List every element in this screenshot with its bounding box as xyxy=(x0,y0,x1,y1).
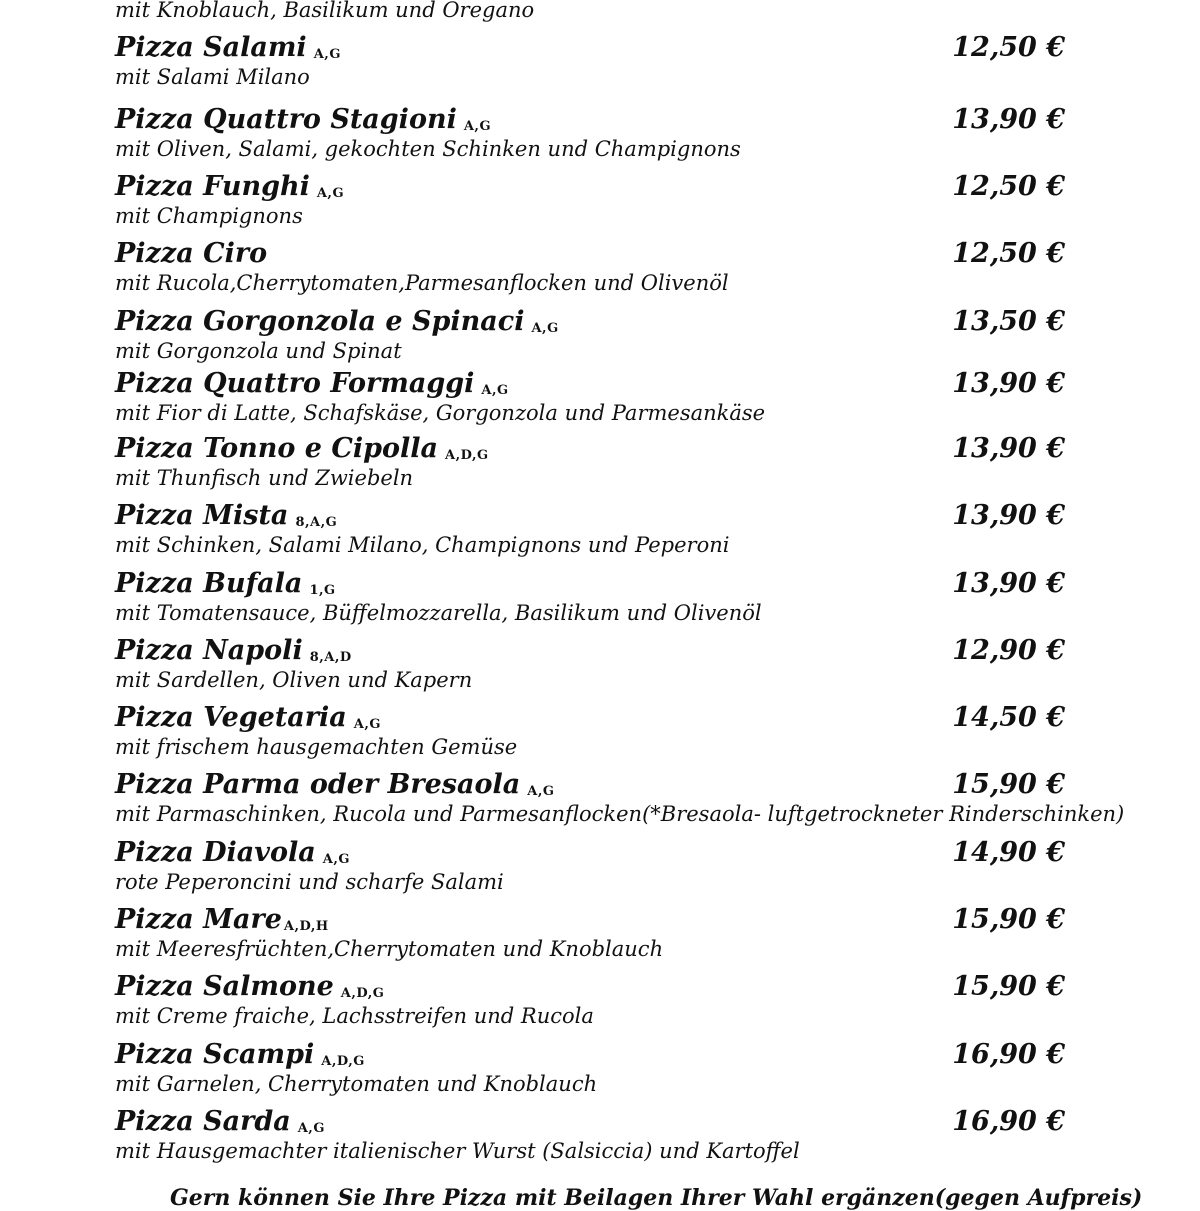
item-name: Pizza Vegetaria xyxy=(115,702,347,733)
item-allergens: A,D,G xyxy=(340,986,385,1001)
item-name: Pizza Napoli xyxy=(115,635,303,666)
item-price: 15,90 € xyxy=(952,971,1065,1002)
item-allergens: A,D,H xyxy=(283,919,329,934)
item-allergens: A,D,G xyxy=(445,448,489,463)
item-name: Pizza Tonno e Cipolla xyxy=(115,433,439,464)
item-allergens: A,G xyxy=(313,47,341,62)
menu-item xyxy=(115,304,1065,364)
item-price: 13,90 € xyxy=(952,433,1065,464)
menu-item xyxy=(115,835,1065,895)
item-price: 15,90 € xyxy=(952,769,1065,800)
item-description: mit Hausgemachter italienischer Wurst (Salsiccia) und Kartoffel xyxy=(115,1139,800,1163)
menu-item xyxy=(115,102,1065,162)
item-description: mit Gorgonzola und Spinat xyxy=(115,339,402,363)
item-description: mit Tomatensauce, Büffelmozzarella, Basilikum und Olivenöl xyxy=(115,601,762,625)
item-price: 12,90 € xyxy=(952,635,1065,666)
item-name: Pizza Funghi xyxy=(115,171,310,202)
item-name: Pizza Parma oder Bresaola xyxy=(115,769,521,800)
item-allergens: A,G xyxy=(322,852,350,867)
item-price: 16,90 € xyxy=(952,1106,1065,1137)
menu-item xyxy=(115,969,1065,1029)
item-name: Pizza Sarda xyxy=(115,1106,291,1137)
item-allergens: 1,G xyxy=(309,583,336,598)
menu-item xyxy=(115,431,1065,491)
item-name: Pizza Scampi xyxy=(115,1039,315,1070)
item-allergens: 8,A,D xyxy=(309,650,352,665)
item-allergens: A,G xyxy=(463,119,492,134)
item-description: rote Peperoncini und scharfe Salami xyxy=(115,870,504,894)
item-description: mit Oliven, Salami, gekochten Schinken und Champignons xyxy=(115,137,741,161)
item-price: 14,90 € xyxy=(952,837,1065,868)
item-name: Pizza Salami xyxy=(115,32,307,63)
item-name: Pizza Salmone xyxy=(115,971,334,1002)
item-description: mit Rucola,Cherrytomaten,Parmesanflocken und Olivenöl xyxy=(115,271,729,295)
item-description: mit Parmaschinken, Rucola und Parmesanflocken(*Bresaola- luftgetrockneter Rinderschinken) xyxy=(115,802,1125,826)
item-allergens: A,G xyxy=(353,717,381,732)
menu-item xyxy=(115,633,1065,693)
item-price: 12,50 € xyxy=(952,32,1065,63)
item-name: Pizza Gorgonzola e Spinaci xyxy=(115,306,525,337)
menu-item xyxy=(115,1037,1065,1097)
item-description: mit Champignons xyxy=(115,204,303,228)
item-name: Pizza Mare xyxy=(115,904,282,935)
item-description: mit frischem hausgemachten Gemüse xyxy=(115,735,518,759)
item-description: mit Schinken, Salami Milano, Champignons und Peperoni xyxy=(115,533,730,557)
menu-item xyxy=(115,1104,1065,1164)
item-allergens: 8,A,G xyxy=(295,515,338,530)
menu-item xyxy=(115,902,1065,962)
menu-item xyxy=(115,30,1065,90)
item-description: mit Creme fraiche, Lachsstreifen und Rucola xyxy=(115,1004,594,1028)
item-price: 15,90 € xyxy=(952,904,1065,935)
item-price: 13,90 € xyxy=(952,368,1065,399)
menu-item xyxy=(115,366,1065,426)
item-description: mit Meeresfrüchten,Cherrytomaten und Knoblauch xyxy=(115,937,664,961)
menu-item xyxy=(115,700,1065,760)
item-price: 12,50 € xyxy=(952,171,1065,202)
item-allergens: A,G xyxy=(531,321,559,336)
item-price: 12,50 € xyxy=(952,238,1065,269)
menu-item xyxy=(115,767,1125,827)
item-name: Pizza Ciro xyxy=(115,238,268,269)
item-name: Pizza Quattro Formaggi xyxy=(115,368,475,399)
menu-item xyxy=(115,236,1065,296)
item-allergens: A,G xyxy=(481,383,509,398)
item-price: 14,50 € xyxy=(952,702,1065,733)
item-allergens: A,D,G xyxy=(321,1054,365,1069)
item-description: mit Garnelen, Cherrytomaten und Knoblauch xyxy=(115,1072,598,1096)
item-description: mit Sardellen, Oliven und Kapern xyxy=(115,668,473,692)
item-description: mit Fior di Latte, Schafskäse, Gorgonzola und Parmesankäse xyxy=(115,401,766,425)
item-price: 13,90 € xyxy=(952,104,1065,135)
item-price: 13,90 € xyxy=(952,500,1065,531)
menu-item xyxy=(115,498,1065,558)
item-allergens: A,G xyxy=(297,1121,325,1136)
item-price: 16,90 € xyxy=(952,1039,1065,1070)
item-name: Pizza Quattro Stagioni xyxy=(115,104,457,135)
previous-item-description: mit Knoblauch, Basilikum und Oregano xyxy=(115,0,535,22)
item-price: 13,90 € xyxy=(952,568,1065,599)
item-allergens: A,G xyxy=(316,186,345,201)
item-name: Pizza Mista xyxy=(115,500,289,531)
item-description: mit Thunfisch und Zwiebeln xyxy=(115,466,414,490)
menu-item xyxy=(115,169,1065,229)
menu-item xyxy=(115,566,1065,626)
item-name: Pizza Bufala xyxy=(115,568,303,599)
item-allergens: A,G xyxy=(527,784,555,799)
item-description: mit Salami Milano xyxy=(115,65,310,89)
item-name: Pizza Diavola xyxy=(115,837,316,868)
footer-note: Gern können Sie Ihre Pizza mit Beilagen Ihrer Wahl ergänzen(gegen Aufpreis) xyxy=(170,1185,1143,1211)
item-price: 13,50 € xyxy=(952,306,1065,337)
